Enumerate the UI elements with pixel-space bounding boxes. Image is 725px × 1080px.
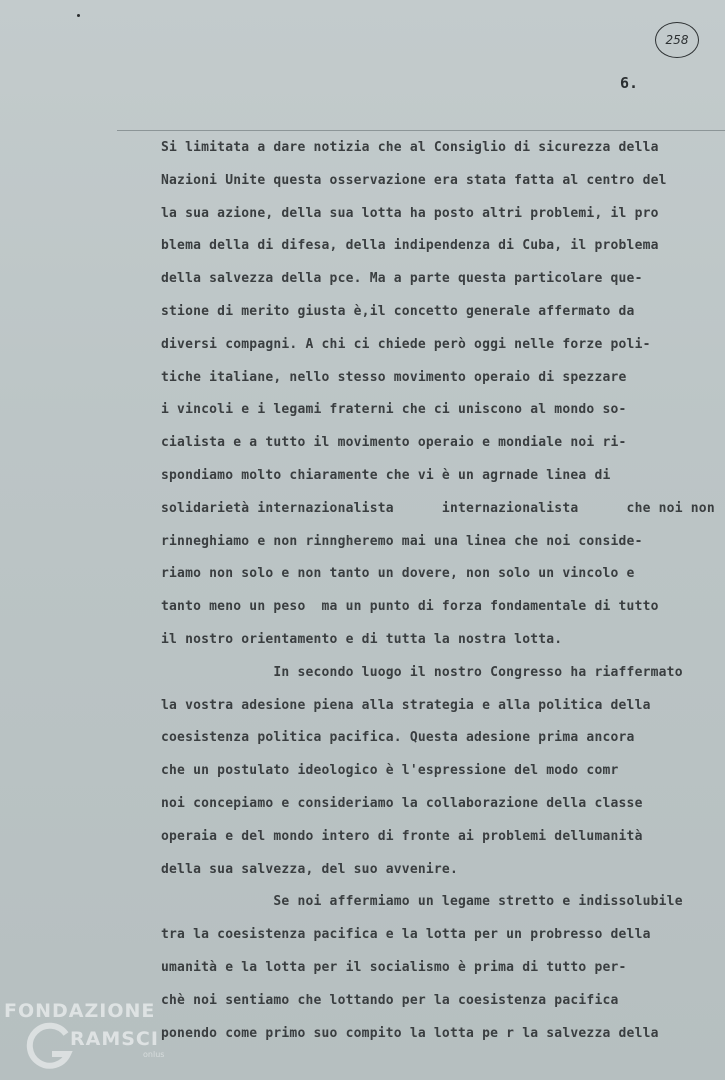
watermark-tail: onlus bbox=[143, 1050, 165, 1059]
text-line: riamo non solo e non tanto un dovere, non solo un vincolo e bbox=[161, 566, 635, 582]
text-line: Si limitata a dare notizia che al Consiglio di sicurezza della bbox=[161, 140, 659, 155]
text-line: rinneghiamo e non rinngheremo mai una linea che noi conside- bbox=[161, 533, 643, 549]
text-line: cialista e a tutto il movimento operaio e mondiale noi ri- bbox=[161, 435, 627, 451]
text-line: In secondo luogo il nostro Congresso ha riaffermato bbox=[161, 664, 683, 680]
text-line: blema della di difesa, della indipendenza di Cuba, il problema bbox=[161, 238, 659, 254]
text-line: la sua azione, della sua lotta ha posto altri problemi, il pro bbox=[161, 205, 659, 221]
text-line: tanto meno un peso ma un punto di forza fondamentale di tutto bbox=[161, 599, 659, 615]
fondazione-gramsci-watermark bbox=[0, 1000, 180, 1080]
archive-stamp: 258 bbox=[655, 22, 699, 58]
text-line: spondiamo molto chiaramente che vi è un agrnade linea di bbox=[161, 467, 611, 483]
gramsci-logo-icon bbox=[26, 1020, 74, 1072]
text-line: della sua salvezza, del suo avvenire. bbox=[161, 861, 458, 877]
text-line: tiche italiane, nello stesso movimento operaio di spezzare bbox=[161, 369, 627, 385]
text-line: umanità e la lotta per il socialismo è prima di tutto per- bbox=[161, 959, 627, 975]
text-line: ponendo come primo suo compito la lotta pe r la salvezza della bbox=[161, 1025, 659, 1041]
text-line: i vincoli e i legami fraterni che ci uniscono al mondo so- bbox=[161, 402, 627, 418]
header-rule bbox=[117, 130, 725, 131]
text-line: solidarietà internazionalista internazionalista che noi non bbox=[161, 500, 715, 516]
text-line: diversi compagni. A chi ci chiede però oggi nelle forze poli- bbox=[161, 336, 651, 352]
text-line: la vostra adesione piena alla strategia e alla politica della bbox=[161, 697, 651, 713]
typed-text-body bbox=[161, 138, 721, 1056]
text-line: stione di merito giusta è,il concetto generale affermato da bbox=[161, 303, 635, 319]
text-line: il nostro orientamento e di tutta la nostra lotta. bbox=[161, 631, 563, 647]
text-line: operaia e del mondo intero di fronte ai problemi dellumanità bbox=[161, 828, 643, 844]
text-line: che un postulato ideologico è l'espressione del modo comr bbox=[161, 763, 619, 779]
text-line: noi concepiamo e consideriamo la collaborazione della classe bbox=[161, 795, 643, 811]
watermark-line2: RAMSCI bbox=[70, 1028, 159, 1050]
page-number: 6. bbox=[620, 74, 639, 92]
text-line: Nazioni Unite questa osservazione era stata fatta al centro del bbox=[161, 172, 667, 188]
text-line: Se noi affermiamo un legame stretto e indissolubile bbox=[161, 894, 683, 910]
text-line: della salvezza della pce. Ma a parte questa particolare que- bbox=[161, 271, 643, 287]
text-line: tra la coesistenza pacifica e la lotta per un probresso della bbox=[161, 927, 651, 943]
text-line: chè noi sentiamo che lottando per la coesistenza pacifica bbox=[161, 992, 619, 1008]
ink-speck bbox=[77, 14, 80, 17]
text-line: coesistenza politica pacifica. Questa adesione prima ancora bbox=[161, 730, 635, 746]
watermark-line1: FONDAZIONE bbox=[4, 1000, 156, 1022]
